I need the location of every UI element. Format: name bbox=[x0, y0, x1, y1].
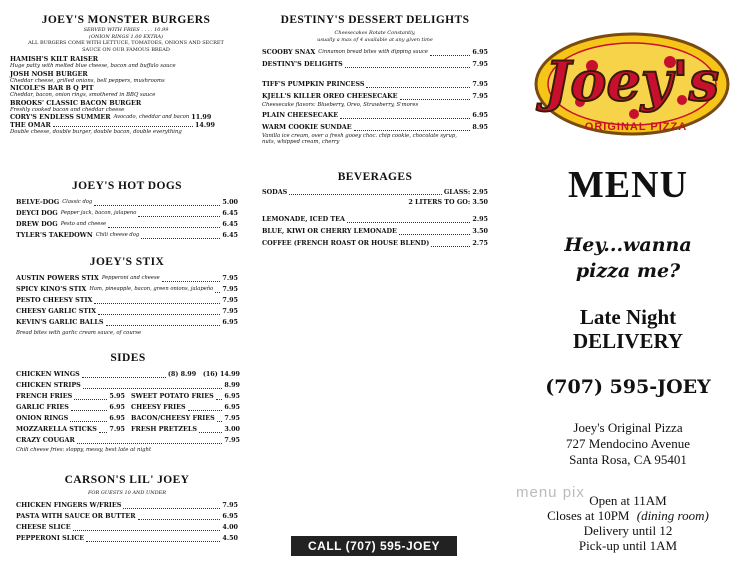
stix-title: JOEY'S STIX bbox=[89, 256, 165, 268]
sundae-note: Vanilla ice cream, over a fresh gooey choc. chip cookie, chocolate syrup, nuts, whipped cream, cherry bbox=[262, 132, 457, 145]
item-desc: Classic dog bbox=[62, 199, 93, 205]
sides-title: SIDES bbox=[110, 352, 146, 364]
item-name: COFFEE (FRENCH ROAST OR HOUSE BLEND) bbox=[262, 239, 430, 247]
item-price: 14.99 bbox=[194, 121, 215, 129]
item-name: AUSTIN POWERS STIX bbox=[16, 274, 99, 282]
item-price: 5.95 bbox=[109, 392, 125, 400]
menu-item bbox=[16, 219, 238, 230]
menu-item bbox=[131, 402, 240, 413]
item-name: CHEESY FRIES bbox=[131, 403, 186, 411]
item-desc: Double cheese, double burger, double bacon, double everything bbox=[10, 129, 182, 135]
address-block bbox=[510, 420, 746, 468]
item-name: KEVIN'S GARLIC BALLS bbox=[16, 318, 104, 326]
item-price: 6.95 bbox=[224, 392, 240, 400]
menu-item bbox=[16, 317, 238, 328]
logo-subtitle: ORIGINAL PIZZA bbox=[584, 121, 688, 133]
item-desc: Ham, pineapple, bacon, green onions, jalapeño bbox=[89, 286, 214, 292]
sides-pair bbox=[16, 391, 240, 402]
menu-item bbox=[16, 424, 131, 435]
item-price: 7.95 bbox=[472, 80, 488, 88]
item-price: 6.95 bbox=[109, 403, 125, 411]
menu-item bbox=[16, 380, 240, 391]
item-price: 7.95 bbox=[222, 296, 238, 304]
item-price: 6.95 bbox=[472, 110, 488, 119]
leader-dots bbox=[73, 530, 221, 531]
item-name: JOSH NOSH BURGER bbox=[10, 69, 88, 78]
city-address: Santa Rosa, CA 95401 bbox=[569, 452, 687, 467]
hours-closes-note: (dining room) bbox=[636, 508, 709, 523]
leader-dots bbox=[215, 292, 220, 293]
menu-item bbox=[262, 109, 488, 121]
item-name: MOZZARELLA STICKS bbox=[16, 425, 97, 433]
item-price: GLASS: 2.95 bbox=[443, 188, 488, 196]
item-price: 7.95 bbox=[222, 500, 238, 509]
item-price: 3.00 bbox=[224, 425, 240, 433]
item-desc: Cinnamon bread bites with dipping sauce bbox=[318, 49, 428, 55]
leader-dots bbox=[345, 67, 471, 68]
item-name: LEMONADE, ICED TEA bbox=[262, 215, 345, 223]
tagline-line-2: pizza me? bbox=[575, 260, 681, 282]
hours-closes bbox=[510, 508, 746, 523]
leader-dots bbox=[94, 205, 220, 206]
item-name: DESTINY'S DELIGHTS bbox=[262, 60, 343, 68]
menu-item bbox=[262, 225, 488, 237]
call-button[interactable]: CALL (707) 595-JOEY bbox=[291, 536, 457, 556]
item-desc: Pesto and cheese bbox=[60, 221, 107, 227]
menu-item bbox=[16, 306, 238, 317]
leader-dots bbox=[70, 421, 107, 422]
item-name: PESTO CHEESY STIX bbox=[16, 296, 93, 304]
item-price: 7.95 bbox=[224, 436, 240, 444]
menu-item bbox=[10, 113, 215, 121]
leader-dots bbox=[138, 519, 221, 520]
item-name: KJELL'S KILLER OREO CHEESECAKE bbox=[262, 92, 398, 100]
kids-section bbox=[16, 474, 238, 544]
item-name: BACON/CHEESY FRIES bbox=[131, 414, 215, 422]
item-name: SODAS bbox=[262, 188, 288, 196]
item-name: CHEESY GARLIC STIX bbox=[16, 307, 97, 315]
desserts-sub1: Cheesecakes Rotate Constantly, bbox=[334, 30, 416, 36]
late-night-delivery bbox=[510, 305, 746, 353]
menu-item bbox=[16, 197, 238, 208]
menu-item bbox=[262, 237, 488, 249]
leader-dots bbox=[123, 508, 220, 509]
item-price: 4.50 bbox=[222, 533, 238, 542]
sides-section bbox=[16, 352, 240, 454]
leader-dots bbox=[99, 432, 108, 433]
leader-dots bbox=[347, 222, 470, 223]
menu-item bbox=[16, 413, 131, 424]
menu-item bbox=[131, 424, 240, 435]
kids-title: CARSON'S LIL' JOEY bbox=[64, 474, 190, 486]
kids-note: FOR GUESTS 10 AND UNDER bbox=[87, 490, 167, 496]
stix-note: Bread bites with garlic cream sauce, of course bbox=[16, 330, 142, 336]
item-name: ONION RINGS bbox=[16, 414, 69, 422]
hours-pickup: Pick-up until 1AM bbox=[578, 538, 678, 553]
desserts-sub2: usually a max of 4 available at any given time bbox=[317, 36, 433, 43]
menu-item bbox=[16, 435, 240, 446]
leader-dots bbox=[430, 55, 470, 56]
item-price: 7.95 bbox=[222, 274, 238, 282]
restaurant-name: Joey's Original Pizza bbox=[573, 420, 683, 435]
logo-wordmark: Joey's bbox=[544, 49, 720, 113]
leader-dots bbox=[82, 377, 166, 378]
desserts-title: DESTINY'S DESSERT DELIGHTS bbox=[280, 14, 470, 26]
cheesecake-note: Cheesecake flavors: Blueberry, Oreo, Strawberry, S'mores bbox=[262, 102, 419, 108]
item-desc: Freshly cooked bacon and cheddar cheese bbox=[10, 106, 125, 113]
item-desc: Huge patty with melted blue cheese, bacon and buffalo sauce bbox=[10, 63, 176, 69]
desserts-section bbox=[262, 14, 488, 146]
leader-dots bbox=[162, 281, 221, 282]
leader-dots bbox=[141, 238, 220, 239]
item-name: SCOOBY SNAX bbox=[262, 48, 316, 56]
leader-dots bbox=[399, 234, 471, 235]
stix-section bbox=[16, 256, 238, 337]
menu-item bbox=[262, 46, 488, 58]
burgers-title: JOEY'S MONSTER BURGERS bbox=[41, 14, 211, 26]
menu-item bbox=[16, 284, 238, 295]
hours-closes-time: Closes at 10PM bbox=[547, 508, 630, 523]
leader-dots bbox=[400, 99, 471, 100]
item-name: CHICKEN FINGERS W/FRIES bbox=[16, 500, 122, 509]
item-price: 6.45 bbox=[222, 209, 238, 217]
item-name: HAMISH'S KILT RAISER bbox=[10, 55, 99, 63]
item-price: 6.95 bbox=[222, 318, 238, 326]
pizza-logo-icon bbox=[532, 22, 732, 142]
item-name: DEYCI DOG bbox=[16, 209, 58, 217]
menu-item bbox=[10, 84, 242, 92]
item-price: 2.75 bbox=[472, 239, 488, 247]
leader-dots bbox=[108, 227, 220, 228]
menu-item bbox=[131, 391, 240, 402]
leader-dots bbox=[77, 443, 223, 444]
item-price: 4.00 bbox=[222, 522, 238, 531]
hours-delivery: Delivery until 12 bbox=[583, 523, 673, 538]
menu-item bbox=[16, 402, 131, 413]
menu-item bbox=[262, 78, 488, 90]
menu-item bbox=[10, 121, 215, 129]
menu-item bbox=[10, 99, 242, 107]
late-line-1: Late Night bbox=[579, 305, 677, 329]
item-price: (8) 8.99 (16) 14.99 bbox=[167, 370, 240, 378]
menu-item bbox=[262, 213, 488, 225]
item-price: 3.50 bbox=[472, 227, 488, 235]
item-desc: Cheddar cheese, grilled onions, bell peppers, mushrooms bbox=[10, 77, 165, 84]
menu-item bbox=[262, 197, 488, 207]
item-name: GARLIC FRIES bbox=[16, 403, 69, 411]
menu-item bbox=[16, 208, 238, 219]
item-name: BLUE, KIWI OR CHERRY LEMONADE bbox=[262, 227, 397, 235]
sides-pair bbox=[16, 413, 240, 424]
item-name: SPICY KINO'S STIX bbox=[16, 285, 87, 293]
item-price: 6.95 bbox=[472, 48, 488, 56]
item-price: 8.99 bbox=[224, 381, 240, 389]
menu-heading: MENU bbox=[567, 164, 689, 206]
item-name: CHEESE SLICE bbox=[16, 522, 71, 531]
late-line-2: DELIVERY bbox=[572, 329, 684, 353]
leader-dots bbox=[199, 432, 222, 433]
menu-item bbox=[16, 230, 238, 241]
leader-dots bbox=[106, 325, 221, 326]
menu-item bbox=[131, 413, 240, 424]
item-price: 6.45 bbox=[222, 231, 238, 239]
burgers-section bbox=[10, 14, 242, 136]
item-price: 7.95 bbox=[222, 285, 238, 293]
item-name: CHICKEN WINGS bbox=[16, 370, 80, 378]
menu-item bbox=[16, 533, 238, 544]
item-name: CRAZY COUGAR bbox=[16, 436, 75, 444]
item-name: PLAIN CHEESECAKE bbox=[262, 110, 339, 119]
menu-item bbox=[10, 70, 242, 78]
leader-dots bbox=[217, 421, 223, 422]
sides-note: Chili cheese fries: sloppy, messy, best late at night bbox=[16, 447, 152, 453]
item-desc: Pepper jack, bacon, jalapeno bbox=[60, 210, 137, 216]
item-price: 6.45 bbox=[222, 220, 238, 228]
beverages-section bbox=[262, 171, 488, 249]
menu-item bbox=[262, 121, 488, 133]
item-name: TYLER'S TAKEDOWN bbox=[16, 231, 93, 239]
leader-dots bbox=[354, 130, 471, 131]
menu-item bbox=[262, 90, 488, 102]
sides-pair bbox=[16, 424, 240, 435]
burgers-note: ALL BURGERS COME WITH LETTUCE, TOMATOES, ONIONS AND SECRET SAUCE ON OUR FAMOUS BREAD bbox=[28, 40, 224, 53]
hotdogs-title: JOEY'S HOT DOGS bbox=[72, 180, 182, 192]
menu-item bbox=[16, 522, 238, 533]
hours-block bbox=[510, 493, 746, 553]
leader-dots bbox=[86, 541, 220, 542]
leader-dots bbox=[366, 87, 470, 88]
leader-dots bbox=[289, 194, 442, 195]
menu-item bbox=[16, 273, 238, 284]
item-price: 6.95 bbox=[224, 403, 240, 411]
leader-dots bbox=[53, 126, 193, 127]
leader-dots bbox=[71, 410, 108, 411]
item-desc: Chili cheese dog bbox=[95, 232, 140, 238]
item-name: TIFF'S PUMPKIN PRINCESS bbox=[262, 80, 365, 88]
item-price: 7.95 bbox=[224, 414, 240, 422]
item-price: 7.95 bbox=[109, 425, 125, 433]
leader-dots bbox=[94, 303, 220, 304]
leader-dots bbox=[74, 399, 107, 400]
item-price: 6.95 bbox=[222, 511, 238, 520]
item-name: CHICKEN STRIPS bbox=[16, 381, 81, 389]
item-price: 7.95 bbox=[222, 307, 238, 315]
beverages-title: BEVERAGES bbox=[337, 171, 413, 183]
item-price: 5.00 bbox=[222, 198, 238, 206]
item-name: WARM COOKIE SUNDAE bbox=[262, 122, 352, 131]
item-name: SWEET POTATO FRIES bbox=[131, 392, 214, 400]
menu-item bbox=[16, 391, 131, 402]
tagline bbox=[510, 232, 746, 284]
item-name: BROOKS' CLASSIC BACON BURGER bbox=[10, 98, 142, 107]
menu-item bbox=[262, 58, 488, 70]
item-desc: Pepperoni and cheese bbox=[101, 275, 160, 281]
leader-dots bbox=[98, 314, 220, 315]
item-price: 2.95 bbox=[472, 215, 488, 223]
leader-dots bbox=[216, 399, 223, 400]
item-price: 2 LITERS TO GO: 3.50 bbox=[408, 198, 488, 206]
logo bbox=[532, 22, 732, 142]
leader-dots bbox=[138, 216, 220, 217]
item-price: 7.95 bbox=[472, 60, 488, 68]
hours-open: Open at 11AM bbox=[589, 493, 667, 508]
menu-item bbox=[262, 187, 488, 197]
item-desc: Cheddar, bacon, onion rings, smothered in BBQ sauce bbox=[10, 92, 156, 98]
leader-dots bbox=[188, 410, 223, 411]
sides-pair bbox=[16, 402, 240, 413]
item-name: THE OMAR bbox=[10, 121, 51, 129]
menu-item bbox=[16, 369, 240, 380]
leader-dots bbox=[83, 388, 223, 389]
item-name: NICOLE'S BAR B Q PIT bbox=[10, 84, 94, 92]
item-price: 8.95 bbox=[472, 122, 488, 131]
street-address: 727 Mendocino Avenue bbox=[566, 436, 690, 451]
item-price: 7.95 bbox=[472, 92, 488, 100]
leader-dots bbox=[340, 118, 470, 119]
item-name: PASTA WITH SAUCE OR BUTTER bbox=[16, 511, 136, 520]
leader-dots bbox=[431, 246, 470, 247]
menu-item bbox=[16, 511, 238, 522]
phone-number[interactable]: (707) 595-JOEY bbox=[545, 376, 711, 398]
item-price: 6.95 bbox=[109, 414, 125, 422]
tagline-line-1: Hey...wanna bbox=[564, 234, 692, 256]
item-name: CORY'S ENDLESS SUMMER bbox=[10, 113, 111, 121]
menu-item bbox=[16, 295, 238, 306]
hotdogs-section bbox=[16, 180, 238, 241]
burgers-onion: (ONION RINGS 1.00 EXTRA) bbox=[88, 33, 164, 40]
item-name: DREW DOG bbox=[16, 220, 58, 228]
item-name: FRESH PRETZELS bbox=[131, 425, 197, 433]
menu-item bbox=[10, 55, 242, 63]
item-name: FRENCH FRIES bbox=[16, 392, 73, 400]
item-name: PEPPERONI SLICE bbox=[16, 533, 85, 542]
item-name: BELVE-DOG bbox=[16, 198, 60, 206]
menu-item bbox=[16, 500, 238, 511]
watermark: menu pix bbox=[516, 484, 585, 501]
item-desc: Avocado, cheddar and bacon bbox=[113, 114, 190, 120]
item-price: 11.99 bbox=[191, 113, 212, 121]
burgers-served: SERVED WITH FRIES . . . . 10.99 bbox=[83, 27, 169, 33]
